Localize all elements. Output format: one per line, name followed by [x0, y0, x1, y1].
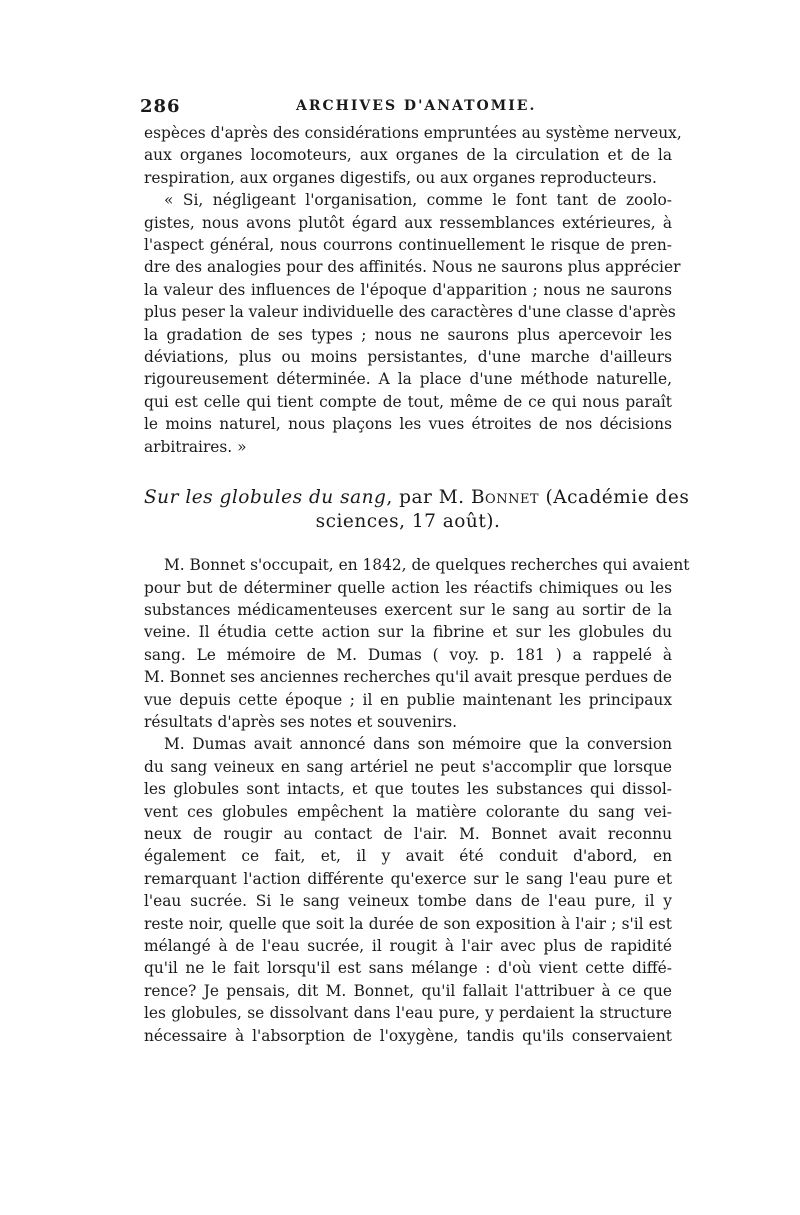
text-line: vent ces globules empêchent la matière colorante du sang vei- — [144, 802, 672, 821]
text-line: espèces d'après des considérations empruntées au système nerveux, — [144, 124, 682, 142]
text-line: mélangé à de l'eau sucrée, il rougit à l'air avec plus de rapidité — [144, 937, 672, 955]
text-line: reste noir, quelle que soit la durée de son exposition à l'air ; s'il est — [144, 914, 672, 933]
text-line: M. Bonnet s'occupait, en 1842, de quelques recherches qui avaient — [164, 556, 690, 575]
section-title-rest: (Académie des — [539, 487, 690, 509]
book-page — [140, 96, 690, 1047]
intro-paragraph — [144, 122, 682, 189]
text-line: arbitraires. » — [144, 437, 247, 456]
text-line: neux de rougir au contact de l'air. M. Bonnet avait reconnu — [144, 824, 672, 843]
text-line: qu'il ne le fait lorsqu'il est sans mélange : d'où vient cette diffé- — [144, 959, 672, 978]
text-line: également ce fait, et, il y avait été conduit d'abord, en — [144, 847, 672, 866]
section-title-by: , par M. — [386, 487, 471, 509]
journal-title: ARCHIVES D'ANATOMIE. — [296, 98, 537, 114]
text-line: respiration, aux organes digestifs, ou aux organes reproducteurs. — [144, 168, 657, 187]
text-line: remarquant l'action différente qu'exerce sur le sang l'eau pure et — [144, 869, 672, 888]
text-line: la valeur des influences de l'époque d'apparition ; nous ne saurons — [144, 280, 672, 299]
text-line: vue depuis cette époque ; il en publie maintenant les principaux — [144, 690, 672, 709]
text-line: qui est celle qui tient compte de tout, même de ce qui nous paraît — [144, 392, 672, 411]
running-head — [140, 96, 672, 122]
text-line: le moins naturel, nous plaçons les vues étroites de nos décisions — [144, 415, 672, 434]
text-line: sang. Le mémoire de M. Dumas ( voy. p. 181 ) a rappelé à — [144, 645, 672, 664]
text-line: l'aspect général, nous courrons continuellement le risque de pren- — [144, 236, 672, 255]
text-line: rigoureusement déterminée. A la place d'une méthode naturelle, — [144, 370, 672, 389]
text-line: les globules sont intacts, et que toutes les substances qui dissol- — [144, 780, 672, 799]
text-line: M. Bonnet ses anciennes recherches qu'il avait presque perdues de — [144, 668, 672, 687]
text-line: dre des analogies pour des affinités. Nous ne saurons plus apprécier — [144, 258, 681, 277]
text-line: déviations, plus ou moins persistantes, d'une marche d'ailleurs — [144, 348, 672, 367]
text-line: résultats d'après ses notes et souvenirs. — [144, 712, 458, 731]
text-line: la gradation de ses types ; nous ne saurons plus apercevoir les — [144, 325, 672, 344]
section-title — [144, 486, 690, 534]
quote-paragraph — [144, 189, 681, 458]
body-paragraph-1 — [144, 554, 690, 733]
body-paragraph-2 — [144, 733, 672, 1047]
text-line: du sang veineux en sang artériel ne peut s'accomplir que lorsque — [144, 757, 672, 776]
page-number: 286 — [140, 96, 181, 117]
section-title-line-1 — [144, 486, 690, 510]
text-line: « Si, négligeant l'organisation, comme le font tant de zoolo- — [164, 191, 672, 210]
text-line: plus peser la valeur individuelle des caractères d'une classe d'après — [144, 303, 676, 322]
text-line: aux organes locomoteurs, aux organes de la circulation et de la — [144, 146, 672, 165]
text-line: substances médicamenteuses exercent sur le sang au sortir de la — [144, 600, 672, 619]
text-line: M. Dumas avait annoncé dans son mémoire que la conversion — [164, 735, 672, 754]
text-line: gistes, nous avons plutôt égard aux ressemblances extérieures, à — [144, 213, 672, 232]
section-title-italic: Sur les globules du sang — [144, 487, 387, 509]
section-title-line-2: sciences, 17 août). — [315, 511, 501, 533]
text-line: les globules, se dissolvant dans l'eau pure, y perdaient la structure — [144, 1004, 672, 1023]
text-line: nécessaire à l'absorption de l'oxygène, tandis qu'ils conservaient — [144, 1026, 672, 1045]
text-line: veine. Il étudia cette action sur la fibrine et sur les globules du — [144, 623, 672, 642]
section-title-author: Bonnet — [470, 487, 540, 509]
text-line: l'eau sucrée. Si le sang veineux tombe dans de l'eau pure, il y — [144, 892, 672, 911]
text-line: rence? Je pensais, dit M. Bonnet, qu'il fallait l'attribuer à ce que — [144, 981, 672, 1000]
text-line: pour but de déterminer quelle action les réactifs chimiques ou les — [144, 578, 672, 597]
spacer — [144, 534, 672, 554]
